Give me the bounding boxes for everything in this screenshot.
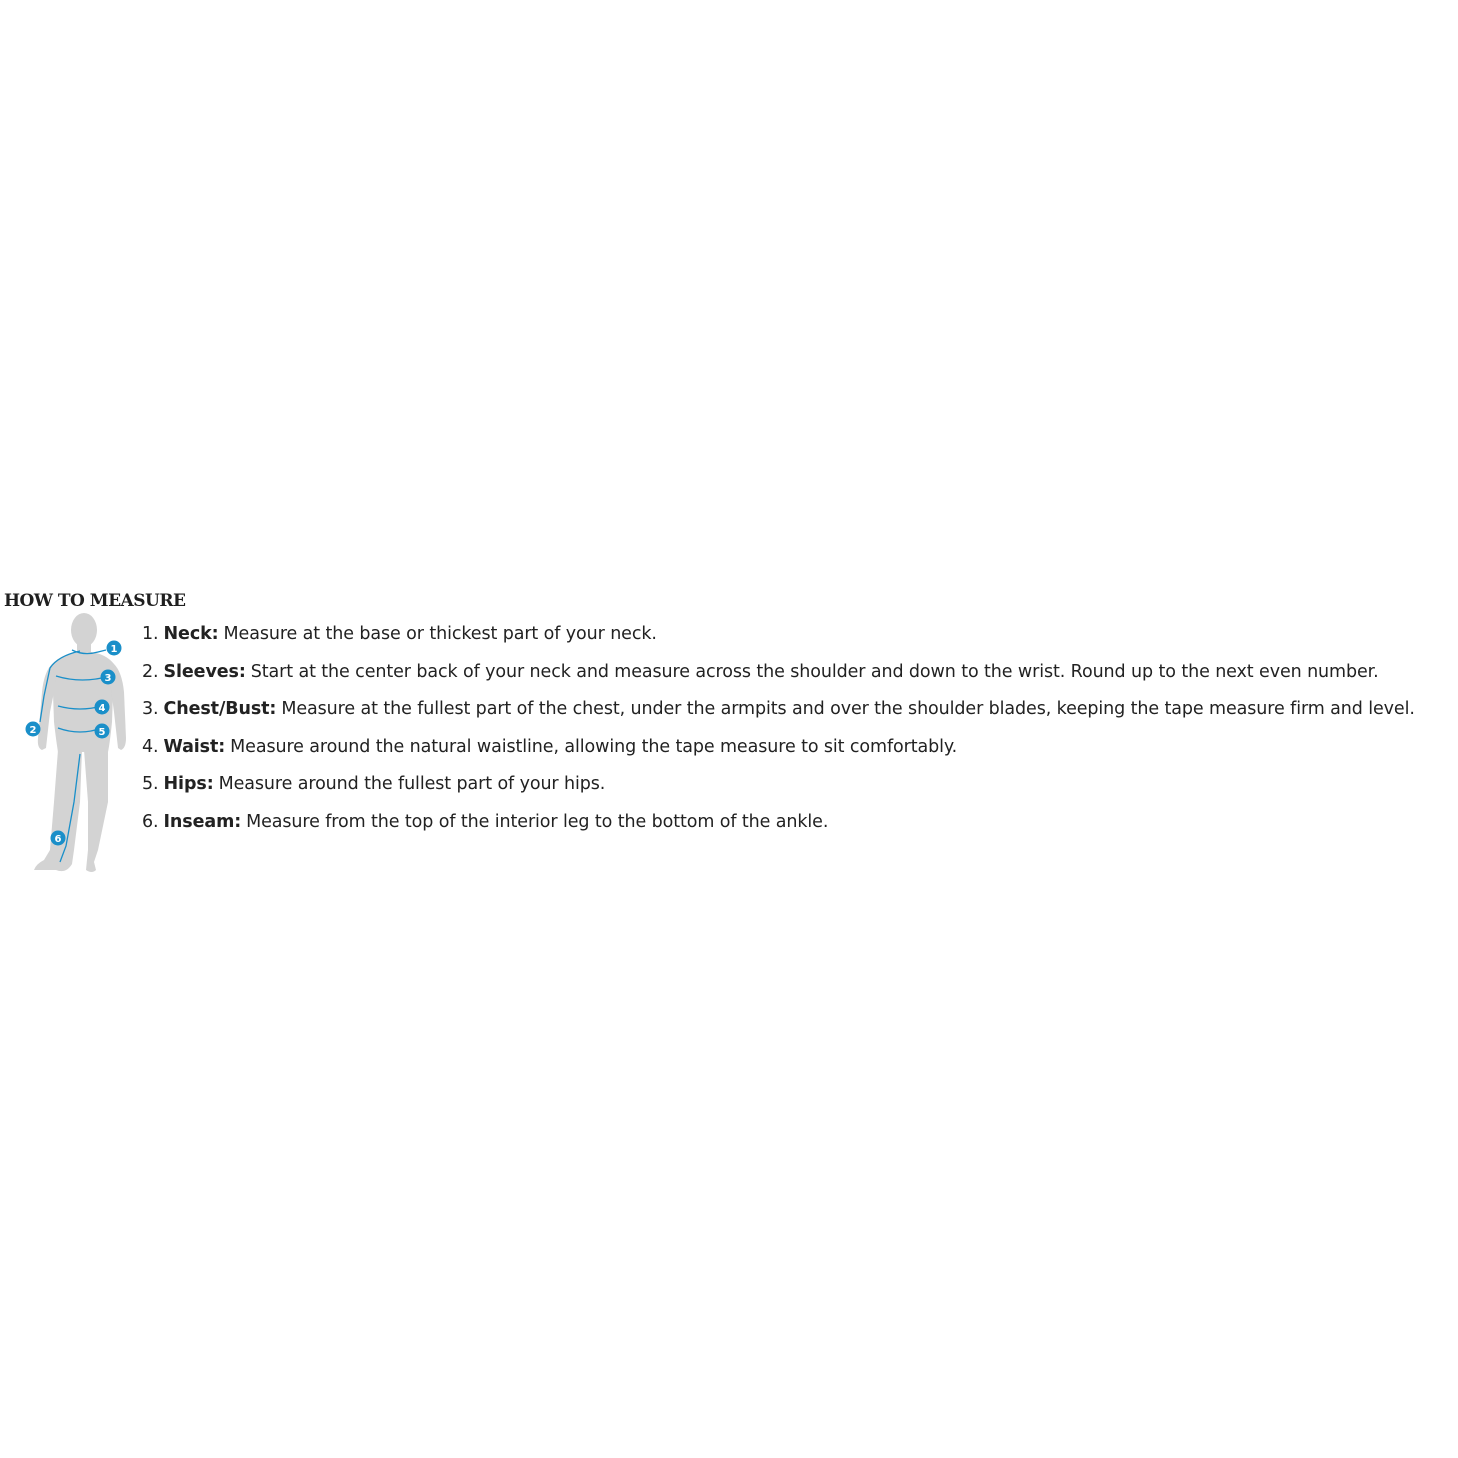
step-number: 6.: [142, 811, 159, 832]
marker-2-icon: [26, 722, 41, 737]
marker-1-icon: [107, 641, 122, 656]
step-description: Measure from the top of the interior leg to the bottom of the ankle.: [246, 811, 829, 832]
step-neck: [142, 620, 1415, 658]
marker-3-icon: [101, 670, 116, 685]
step-number: 1.: [142, 624, 159, 644]
svg-text:1: 1: [110, 644, 118, 655]
step-waist: [142, 733, 1415, 771]
step-number: 5.: [142, 774, 159, 794]
step-chest-bust: [142, 695, 1415, 733]
step-description: Measure around the fullest part of your hips.: [218, 774, 606, 794]
how-to-measure-section: [0, 588, 1458, 888]
svg-text:6: 6: [54, 834, 62, 845]
step-sleeves: [142, 658, 1415, 696]
step-description: Measure around the natural waistline, allowing the tape measure to sit comfortably.: [230, 736, 958, 757]
section-title: HOW TO MEASURE: [4, 591, 186, 611]
marker-4-icon: [95, 700, 110, 715]
step-hips: [142, 770, 1415, 808]
step-term: Inseam:: [163, 811, 242, 832]
step-number: 3.: [142, 699, 159, 719]
step-number: 4.: [142, 736, 159, 757]
step-term: Chest/Bust:: [163, 699, 277, 719]
svg-text:3: 3: [104, 673, 112, 684]
svg-text:5: 5: [98, 727, 106, 738]
step-description: Start at the center back of your neck and measure across the shoulder and down to the wrist. Round up to the next even number.: [250, 661, 1379, 682]
svg-text:2: 2: [29, 725, 37, 736]
step-term: Hips:: [163, 774, 214, 794]
measurement-steps-list: [142, 620, 1415, 845]
step-inseam: [142, 808, 1415, 846]
step-description: Measure at the fullest part of the chest, under the armpits and over the shoulder blades, keeping the tape measure firm and level.: [281, 699, 1415, 719]
step-term: Neck:: [163, 624, 219, 644]
step-term: Waist:: [163, 736, 226, 757]
body-measurement-figure-icon: [22, 612, 134, 874]
svg-text:4: 4: [98, 703, 106, 714]
step-description: Measure at the base or thickest part of your neck.: [223, 624, 657, 644]
marker-6-icon: [51, 831, 66, 846]
step-term: Sleeves:: [163, 661, 246, 682]
step-number: 2.: [142, 661, 159, 682]
marker-5-icon: [95, 724, 110, 739]
